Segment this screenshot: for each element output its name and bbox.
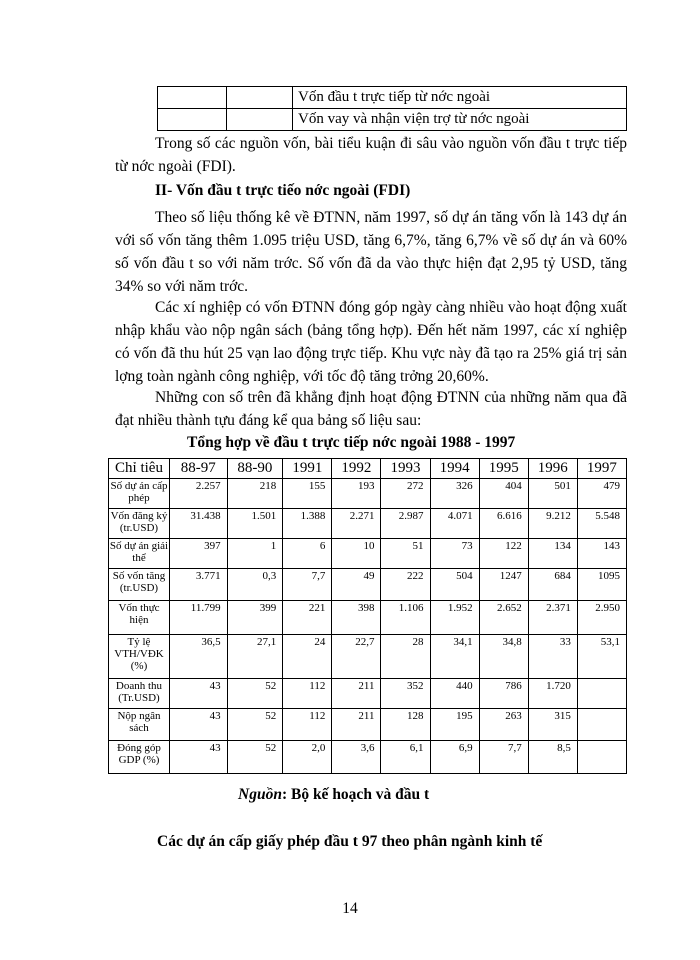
table-header-row: [109, 459, 627, 479]
table-title: Tổng hợp về đầu t trực tiếp nớc ngoài 1988 - 1997: [187, 434, 516, 451]
table-cell: 51: [381, 539, 430, 569]
table-row: [109, 539, 627, 569]
table-cell: Vốn đầu t trực tiếp từ nớc ngoài: [293, 87, 627, 109]
table-cell: 2.652: [479, 601, 528, 635]
row-label: Vốn đăng ký (tr.USD): [109, 509, 170, 539]
paragraph-enterprises: Các xí nghiệp có vốn ĐTNN đóng góp ngày càng nhiều vào hoạt động xuất nhập khẩu vào nộp ngân sách (bảng tổng hợp). Đến hết năm 1997, các xí nghiệp có vốn đã thu hút 25 vạn lao động trực tiếp. Khu vực này đã tạo ra 25% giá trị sản lợng toàn ngành công nghiệp, với tốc độ tăng trởng 20,60%.: [115, 299, 627, 385]
table-cell: 2.987: [381, 509, 430, 539]
table-cell: 36,5: [170, 635, 228, 679]
table-cell: 112: [283, 679, 332, 709]
table-cell: 501: [528, 479, 577, 509]
table-cell: 11.799: [170, 601, 228, 635]
table-cell: 1095: [577, 569, 626, 601]
table-row: [109, 509, 627, 539]
table-cell: 315: [528, 709, 577, 741]
table-row: [109, 601, 627, 635]
table-cell: 1: [227, 539, 283, 569]
table-cell: 9.212: [528, 509, 577, 539]
table-cell: 684: [528, 569, 577, 601]
table-row: [109, 709, 627, 741]
table-cell: 222: [381, 569, 430, 601]
row-label: Doanh thu (Tr.USD): [109, 679, 170, 709]
table-row: [158, 87, 627, 109]
table-cell: 34,1: [430, 635, 479, 679]
table-cell: [577, 741, 626, 774]
table-cell: 7,7: [283, 569, 332, 601]
table-cell: 2.271: [332, 509, 381, 539]
table-cell: 8,5: [528, 741, 577, 774]
section-heading: II- Vốn đầu t trực tiếo nớc ngoài (FDI): [155, 182, 411, 199]
table-cell: 6,9: [430, 741, 479, 774]
table-cell: 143: [577, 539, 626, 569]
table-row: [109, 741, 627, 774]
table-cell: 53,1: [577, 635, 626, 679]
table-cell: 352: [381, 679, 430, 709]
table-cell: 211: [332, 679, 381, 709]
table-cell: 1247: [479, 569, 528, 601]
table-cell: 33: [528, 635, 577, 679]
row-label: Nộp ngân sách: [109, 709, 170, 741]
table-cell: 2,0: [283, 741, 332, 774]
table-cell: [577, 709, 626, 741]
table-cell: 3,6: [332, 741, 381, 774]
column-header: 1992: [332, 459, 381, 479]
table-cell: 24: [283, 635, 332, 679]
table-row: [158, 109, 627, 131]
table-row: [109, 569, 627, 601]
table-cell: 397: [170, 539, 228, 569]
table-cell: 2.257: [170, 479, 228, 509]
table-cell: 2.950: [577, 601, 626, 635]
table-row: [109, 679, 627, 709]
table-cell: 5.548: [577, 509, 626, 539]
table-cell: 399: [227, 601, 283, 635]
table-cell: 272: [381, 479, 430, 509]
table-cell: 1.388: [283, 509, 332, 539]
table-cell: 43: [170, 741, 228, 774]
paragraph-statistics: Theo số liệu thống kê về ĐTNN, năm 1997, số dự án tăng vốn là 143 dự án với số vốn tăng thêm 1.095 triệu USD, tăng 6,7%, tăng 6,7% về số dự án và 60% số vốn đầu t so với năm trớc. Số vốn đã da vào thực hiện đạt 2,95 tỷ USD, tăng 34% so với năm trớc.: [115, 209, 627, 295]
column-header: Chỉ tiêu: [109, 459, 170, 479]
table-cell: 195: [430, 709, 479, 741]
table-cell: 218: [227, 479, 283, 509]
fdi-statistics-table: [108, 458, 627, 774]
table-cell: 404: [479, 479, 528, 509]
paragraph-summary: Những con số trên đã khẳng định hoạt động ĐTNN của những năm qua đã đạt nhiều thành tựu đáng kể qua bảng số liệu sau:: [115, 389, 627, 429]
table-cell: 43: [170, 679, 228, 709]
table-cell: 6,1: [381, 741, 430, 774]
table-cell: 3.771: [170, 569, 228, 601]
source-note: Nguồn: Bộ kế hoạch và đầu t: [238, 786, 430, 803]
table-cell: 440: [430, 679, 479, 709]
table-cell: 122: [479, 539, 528, 569]
column-header: 1996: [528, 459, 577, 479]
table-cell: 31.438: [170, 509, 228, 539]
table-cell: 43: [170, 709, 228, 741]
table-cell: 34,8: [479, 635, 528, 679]
column-header: 1994: [430, 459, 479, 479]
table-cell: 52: [227, 709, 283, 741]
table-cell: 1.106: [381, 601, 430, 635]
table-cell: 398: [332, 601, 381, 635]
table-cell: 326: [430, 479, 479, 509]
table-cell: 1.952: [430, 601, 479, 635]
table-cell: 211: [332, 709, 381, 741]
page-number: 14: [342, 900, 358, 917]
table-cell: 10: [332, 539, 381, 569]
table-cell: 4.071: [430, 509, 479, 539]
row-label: Tỷ lệ VTH/VĐK (%): [109, 635, 170, 679]
table-cell: 155: [283, 479, 332, 509]
column-header: 1991: [283, 459, 332, 479]
table-row: [109, 635, 627, 679]
table-cell: 1.720: [528, 679, 577, 709]
table-cell: 27,1: [227, 635, 283, 679]
table-cell: 193: [332, 479, 381, 509]
table-cell: 7,7: [479, 741, 528, 774]
table-cell: 112: [283, 709, 332, 741]
column-header: 88-90: [227, 459, 283, 479]
paragraph-intro: Trong số các nguồn vốn, bài tiểu kuận đi sâu vào nguồn vốn đầu t trực tiếp từ nớc ngoài (FDI).: [115, 135, 627, 175]
table-cell: 2.371: [528, 601, 577, 635]
table-cell: 134: [528, 539, 577, 569]
row-label: Số dự án cấp phép: [109, 479, 170, 509]
table-cell: 786: [479, 679, 528, 709]
row-label: Số vốn tăng (tr.USD): [109, 569, 170, 601]
row-label: Vốn thực hiện: [109, 601, 170, 635]
table-row: [109, 479, 627, 509]
table-cell: 52: [227, 679, 283, 709]
table-cell: 6.616: [479, 509, 528, 539]
table-cell: 263: [479, 709, 528, 741]
column-header: 1993: [381, 459, 430, 479]
row-label: Đóng góp GDP (%): [109, 741, 170, 774]
table-cell: 22,7: [332, 635, 381, 679]
table-cell: 1.501: [227, 509, 283, 539]
column-header: 1997: [577, 459, 626, 479]
table-cell: 6: [283, 539, 332, 569]
funding-sources-table: [157, 86, 627, 131]
table-cell: Vốn vay và nhận viện trợ từ nớc ngoài: [293, 109, 627, 131]
table-cell: 504: [430, 569, 479, 601]
column-header: 1995: [479, 459, 528, 479]
table-cell: 221: [283, 601, 332, 635]
row-label: Số dự án giải thể: [109, 539, 170, 569]
table-cell: 49: [332, 569, 381, 601]
table-cell: 28: [381, 635, 430, 679]
table-cell: 52: [227, 741, 283, 774]
table-cell: 73: [430, 539, 479, 569]
bottom-heading: Các dự án cấp giấy phép đầu t 97 theo phân ngành kinh tế: [157, 833, 543, 850]
table-cell: 479: [577, 479, 626, 509]
table-cell: [577, 679, 626, 709]
column-header: 88-97: [170, 459, 228, 479]
table-cell: 128: [381, 709, 430, 741]
table-cell: 0,3: [227, 569, 283, 601]
